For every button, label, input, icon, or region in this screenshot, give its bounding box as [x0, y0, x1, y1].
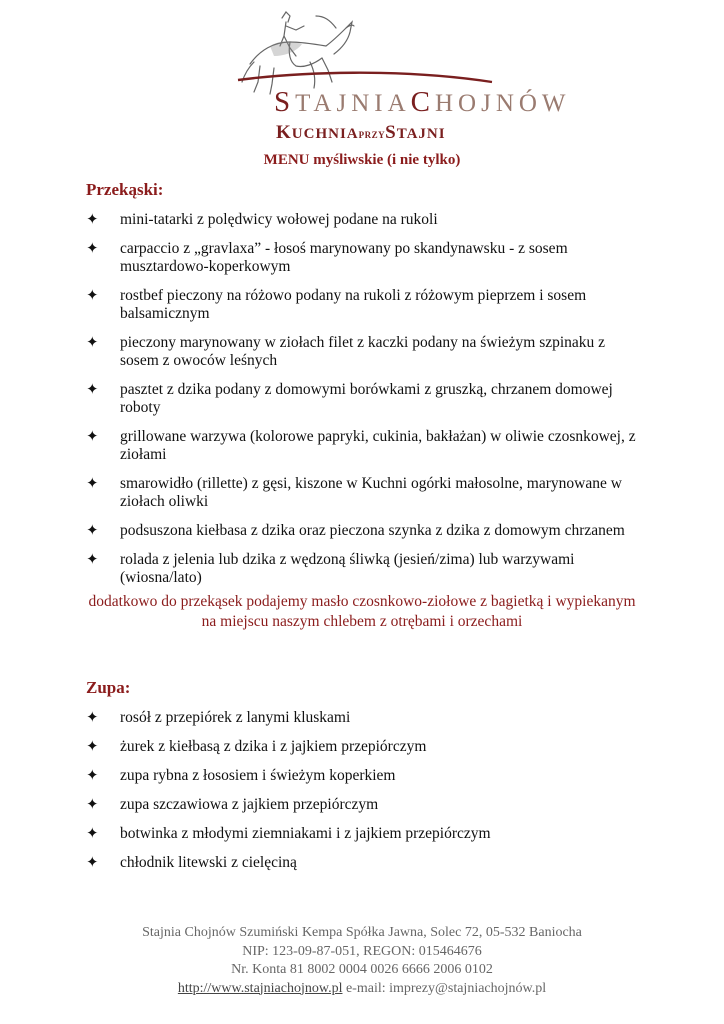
- brand-word-1: TAJNIA: [295, 90, 411, 117]
- item-text: botwinka z młodymi ziemniakami i z jajkiem przepiórczym: [120, 825, 491, 842]
- footer-contact: [0, 980, 724, 999]
- star-bullet-icon: ✦: [86, 212, 99, 228]
- footer-email: e-mail: imprezy@stajniachojnów.pl: [345, 980, 547, 996]
- list-item: [86, 738, 646, 756]
- list-item: [86, 854, 646, 872]
- footer-company: Stajnia Chojnów Szumiński Kempa Spółka Jawna, Solec 72, 05-532 Baniocha: [142, 925, 582, 940]
- list-item: [86, 240, 646, 276]
- star-bullet-icon: ✦: [86, 552, 99, 568]
- section-title-przekaski: Przekąski:: [86, 180, 164, 199]
- item-text: pieczony marynowany w ziołach filet z kaczki podany na świeżym szpinaku z sosem z owoców leśnych: [120, 334, 606, 369]
- item-text: rolada z jelenia lub dzika z wędzoną śliwką (jesień/zima) lub warzywami (wiosna/lato): [120, 551, 575, 586]
- subtitle-word-2: PRZY: [358, 130, 386, 140]
- item-text: podsuszona kiełbasa z dzika oraz pieczona szynka z dzika z domowym chrzanem: [120, 522, 625, 539]
- star-bullet-icon: ✦: [86, 797, 99, 813]
- list-item: [86, 551, 646, 587]
- star-bullet-icon: ✦: [86, 288, 99, 304]
- list-item: [86, 287, 646, 323]
- star-bullet-icon: ✦: [86, 826, 99, 842]
- list-item: [86, 825, 646, 843]
- star-bullet-icon: ✦: [86, 739, 99, 755]
- item-text: żurek z kiełbasą z dzika i z jajkiem przepiórczym: [120, 738, 427, 755]
- list-item: [86, 334, 646, 370]
- star-bullet-icon: ✦: [86, 382, 99, 398]
- starters-note: dodatkowo do przekąsek podajemy masło czosnkowo-ziołowe z bagietką i wypiekanym na miejscu naszym chlebem z otrębami i orzechami: [88, 593, 636, 630]
- subtitle-word-1: UCHNIA: [291, 126, 359, 142]
- subtitle-initial-s: S: [385, 122, 397, 143]
- list-item: [86, 428, 646, 464]
- list-item: [86, 211, 646, 229]
- star-bullet-icon: ✦: [86, 335, 99, 351]
- list-item: [86, 381, 646, 417]
- star-bullet-icon: ✦: [86, 710, 99, 726]
- star-bullet-icon: ✦: [86, 855, 99, 871]
- brand-word-2: HOJNÓW: [434, 90, 571, 117]
- item-text: smarowidło (rillette) z gęsi, kiszone w Kuchni ogórki małosolne, marynowane w ziołach oliwki: [120, 475, 622, 510]
- list-item: [86, 522, 646, 540]
- star-bullet-icon: ✦: [86, 523, 99, 539]
- star-bullet-icon: ✦: [86, 241, 99, 257]
- footer-account: Nr. Konta 81 8002 0004 0026 6666 2006 0102: [231, 962, 493, 977]
- item-text: zupa szczawiowa z jajkiem przepiórczym: [120, 796, 379, 813]
- star-bullet-icon: ✦: [86, 768, 99, 784]
- item-text: pasztet z dzika podany z domowymi borówkami z gruszką, chrzanem domowej roboty: [120, 381, 613, 416]
- subtitle-initial-k: K: [276, 122, 292, 143]
- item-text: rosół z przepiórek z lanymi kluskami: [120, 709, 351, 726]
- star-bullet-icon: ✦: [86, 429, 99, 445]
- item-text: carpaccio z „gravlaxa” - łosoś marynowany po skandynawsku - z sosem musztardowo-koperkowym: [120, 240, 568, 275]
- section-title-zupa: Zupa:: [86, 678, 131, 697]
- footer-tax-ids: NIP: 123-09-87-051, REGON: 015464676: [242, 943, 482, 959]
- list-item: [86, 767, 646, 785]
- logo: [230, 6, 571, 143]
- starters-list: [86, 211, 646, 587]
- subtitle-word-3: TAJNI: [396, 126, 446, 142]
- item-text: mini-tatarki z polędwicy wołowej podane na rukoli: [120, 211, 438, 228]
- star-bullet-icon: ✦: [86, 476, 99, 492]
- brand-initial-s: S: [274, 86, 296, 118]
- list-item: [86, 475, 646, 511]
- brand-name: [274, 86, 571, 119]
- brand-initial-c: C: [410, 86, 435, 118]
- brand-subtitle: [276, 122, 446, 144]
- item-text: zupa rybna z łososiem i świeżym koperkiem: [120, 767, 396, 784]
- item-text: grillowane warzywa (kolorowe papryki, cukinia, bakłażan) w oliwie czosnkowej, z ziołami: [120, 428, 636, 463]
- website-link[interactable]: http://www.stajniachojnow.pl: [177, 980, 343, 996]
- menu-title: MENU myśliwskie (i nie tylko): [263, 152, 461, 168]
- item-text: chłodnik litewski z cielęciną: [120, 854, 297, 871]
- footer: [0, 924, 724, 998]
- soups-list: [86, 709, 646, 872]
- list-item: [86, 709, 646, 727]
- item-text: rostbef pieczony na różowo podany na rukoli z różowym pieprzem i sosem balsamicznym: [120, 287, 587, 322]
- list-item: [86, 796, 646, 814]
